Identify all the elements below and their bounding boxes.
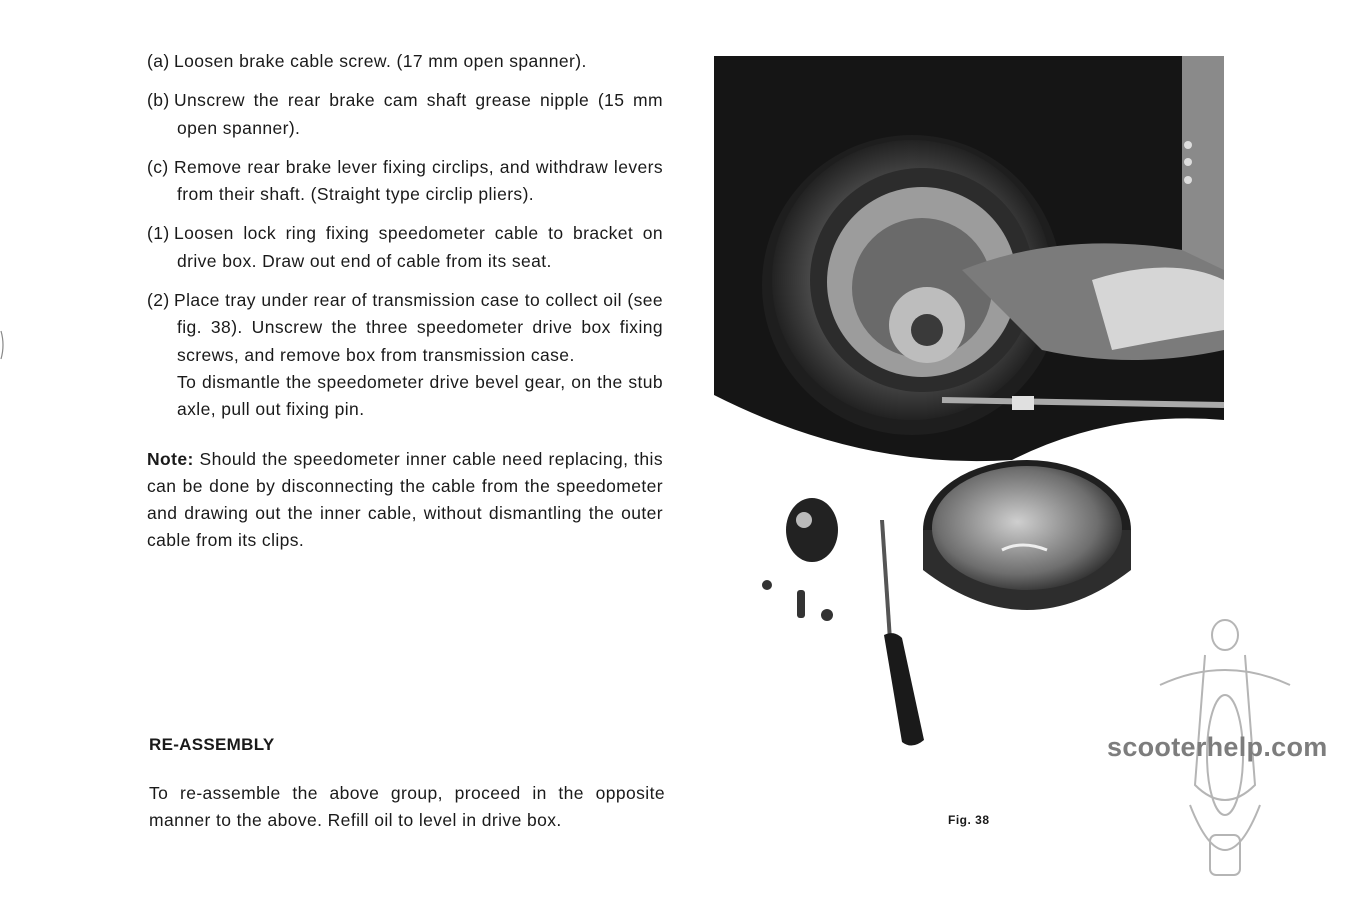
step-text: Place tray under rear of transmission case to collect oil (see fig. 38). Unscrew the three speedometer drive box fixing screws, and remove box from transmission case.	[174, 290, 663, 365]
step-text: Unscrew the rear brake cam shaft grease nipple (15 mm open spanner).	[174, 90, 663, 138]
watermark-text: scooterhelp.com	[1107, 732, 1328, 762]
step-label: (1)	[147, 223, 170, 244]
step-c	[147, 154, 663, 209]
figure-caption: Fig. 38	[948, 813, 990, 827]
step-extra-text: To dismantle the speedometer drive bevel gear, on the stub axle, pull out fixing pin.	[177, 371, 663, 420]
step-a	[147, 48, 663, 75]
reassembly-text: To re-assemble the above group, proceed in the opposite manner to the above. Refill oil to level in drive box.	[149, 783, 665, 831]
step-text: Loosen brake cable screw. (17 mm open spanner).	[174, 51, 587, 71]
step-text: Remove rear brake lever fixing circlips, and withdraw levers from their shaft. (Straight type circlip pliers).	[174, 156, 663, 205]
step-b	[147, 87, 663, 142]
step-label: (b)	[147, 90, 170, 111]
note-text: Should the speedometer inner cable need replacing, this can be done by disconnecting the cable from the speedometer and drawing out the inner cable, without dismantling the outer cable from its clips.	[147, 448, 663, 551]
reassembly-heading: RE-ASSEMBLY	[149, 735, 275, 754]
step-label: (c)	[147, 156, 169, 177]
scan-margin-mark	[0, 330, 6, 360]
step-text: Loosen lock ring fixing speedometer cable to bracket on drive box. Draw out end of cable from its seat.	[174, 223, 663, 271]
instructions-column	[147, 48, 663, 555]
note-label: Note:	[147, 448, 194, 469]
step-label: (2)	[147, 290, 170, 311]
step-label: (a)	[147, 51, 170, 71]
step-2	[147, 287, 663, 423]
step-1	[147, 220, 663, 275]
note-paragraph	[147, 446, 663, 555]
